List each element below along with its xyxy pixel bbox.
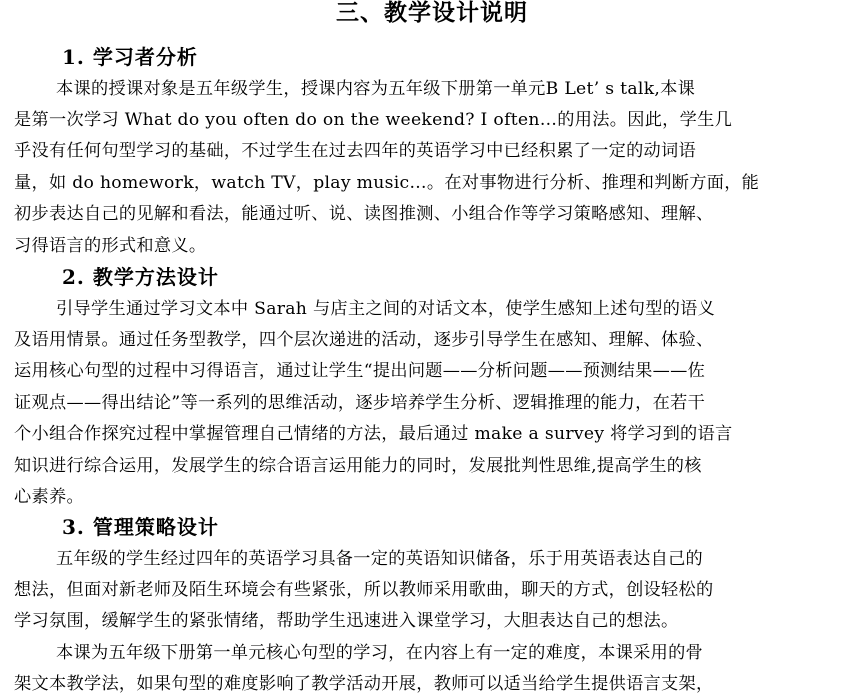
- paragraph-line: 学习氛围，缓解学生的紧张情绪，帮助学生迅速进入课堂学习，大胆表达自己的想法。: [14, 611, 679, 631]
- paragraph-line: 本课的授课对象是五年级学生，授课内容为五年级下册第一单元B Let’ s talk,本课: [56, 79, 696, 99]
- paragraph-line: 想法，但面对新老师及陌生环境会有些紧张，所以教师采用歌曲，聊天的方式，创设轻松的: [14, 580, 714, 600]
- paragraph-line: 本课为五年级下册第一单元核心句型的学习，在内容上有一定的难度，本课采用的骨: [56, 643, 704, 663]
- section-heading-learner-analysis: 1. 学习者分析: [62, 45, 198, 69]
- paragraph-line: 证观点——得出结论”等一系列的思维活动，逐步培养学生分析、逻辑推理的能力，在若干: [14, 393, 706, 413]
- paragraph-line: 习得语言的形式和意义。: [14, 236, 207, 256]
- paragraph-line: 是第一次学习 What do you often do on the weekend? I often…的用法。因此，学生几: [14, 110, 733, 130]
- section-heading-management-strategy: 3. 管理策略设计: [62, 515, 219, 539]
- section-heading-teaching-methods: 2. 教学方法设计: [62, 265, 219, 289]
- paragraph-line: 引导学生通过学习文本中 Sarah 与店主之间的对话文本，使学生感知上述句型的语义: [56, 299, 716, 319]
- paragraph-line: 五年级的学生经过四年的英语学习具备一定的英语知识储备，乐于用英语表达自己的: [56, 549, 704, 569]
- paragraph-line: 心素养。: [14, 487, 84, 507]
- paragraph-line: 架文本教学法，如果句型的难度影响了教学活动开展，教师可以适当给学生提供语言支架，: [14, 674, 714, 694]
- paragraph-line: 初步表达自己的见解和看法，能通过听、说、读图推测、小组合作等学习策略感知、理解、: [14, 204, 714, 224]
- paragraph-line: 运用核心句型的过程中习得语言，通过让学生“提出问题——分析问题——预测结果——佐: [14, 361, 706, 381]
- page-title: 三、教学设计说明: [336, 0, 528, 26]
- paragraph-line: 及语用情景。通过任务型教学，四个层次递进的活动，逐步引导学生在感知、理解、体验、: [14, 330, 714, 350]
- paragraph-line: 知识进行综合运用，发展学生的综合语言运用能力的同时，发展批判性思维,提高学生的核: [14, 456, 702, 476]
- paragraph-line: 个小组合作探究过程中掌握管理自己情绪的方法，最后通过 make a survey 将学习到的语言: [14, 424, 733, 444]
- paragraph-line: 乎没有任何句型学习的基础，不过学生在过去四年的英语学习中已经积累了一定的动词语: [14, 141, 697, 161]
- paragraph-line: 量，如 do homework，watch TV，play music…。在对事物进行分析、推理和判断方面，能: [14, 173, 760, 193]
